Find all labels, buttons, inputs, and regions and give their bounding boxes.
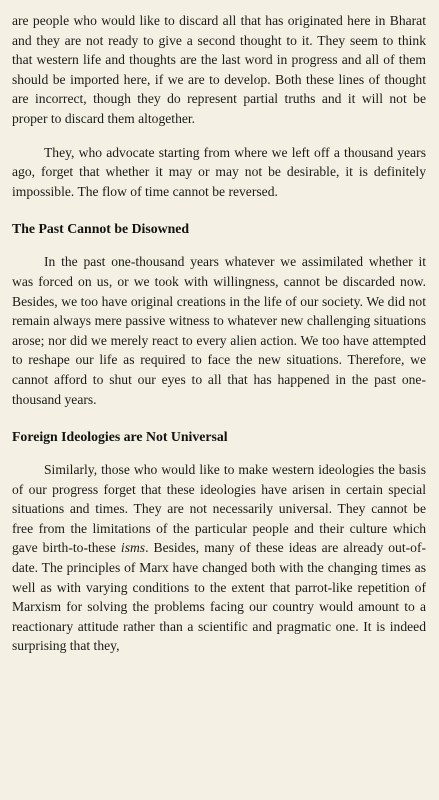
paragraph-western-ideologies (12, 460, 426, 656)
italic-term-isms: isms (120, 540, 146, 556)
section-heading-past-cannot-be-disowned: The Past Cannot be Disowned (12, 221, 190, 237)
paragraph-text-start: Similarly, those who would like to make western ideologies the basis of our progress forget that these ideologies have arisen in certain special situations and times. They are not necessarily universal. They cannot be free from the limitations of the particular people and their culture which gave birth-to-these (12, 462, 426, 556)
paragraph-text-end: . Besides, many of these ideas are already out-of-date. The principles of Marx have changed both with the changing times as well as with varying conditions to the extent that parrot-like repetition of Marxism for solving the problems facing our country would amount to a reactionary attitude rather than a scientific and pragmatic one. It is indeed surprising that they, (12, 540, 426, 654)
paragraph-discard-originated: are people who would like to discard all that has originated here in Bharat and they are not ready to give a second thought to it. They seem to think that western life and thoughts are the last word in progress and all of them should be imported here, if we are to develop. Both these lines of thought are incorrect, though they do represent partial truths and it will not be proper to discard them altogether. (12, 13, 426, 126)
paragraph-flow-of-time: They, who advocate starting from where we left off a thousand years ago, forget that whether it may or may not be desirable, it is definitely impossible. The flow of time cannot be reversed. (12, 144, 426, 199)
section-heading-foreign-ideologies: Foreign Ideologies are Not Universal (12, 429, 228, 445)
paragraph-past-thousand-years: In the past one-thousand years whatever we assimilated whether it was forced on us, or we took with willingness, cannot be discarded now. Besides, we too have original creations in the life of our society. We did not remain always mere passive witness to whatever new challenging situations arose; nor did we merely react to every alien action. We too have attempted to reshape our life as required to face the new situations. Therefore, we cannot afford to shut our eyes to all that has happened in the past one-thousand years. (12, 254, 426, 407)
